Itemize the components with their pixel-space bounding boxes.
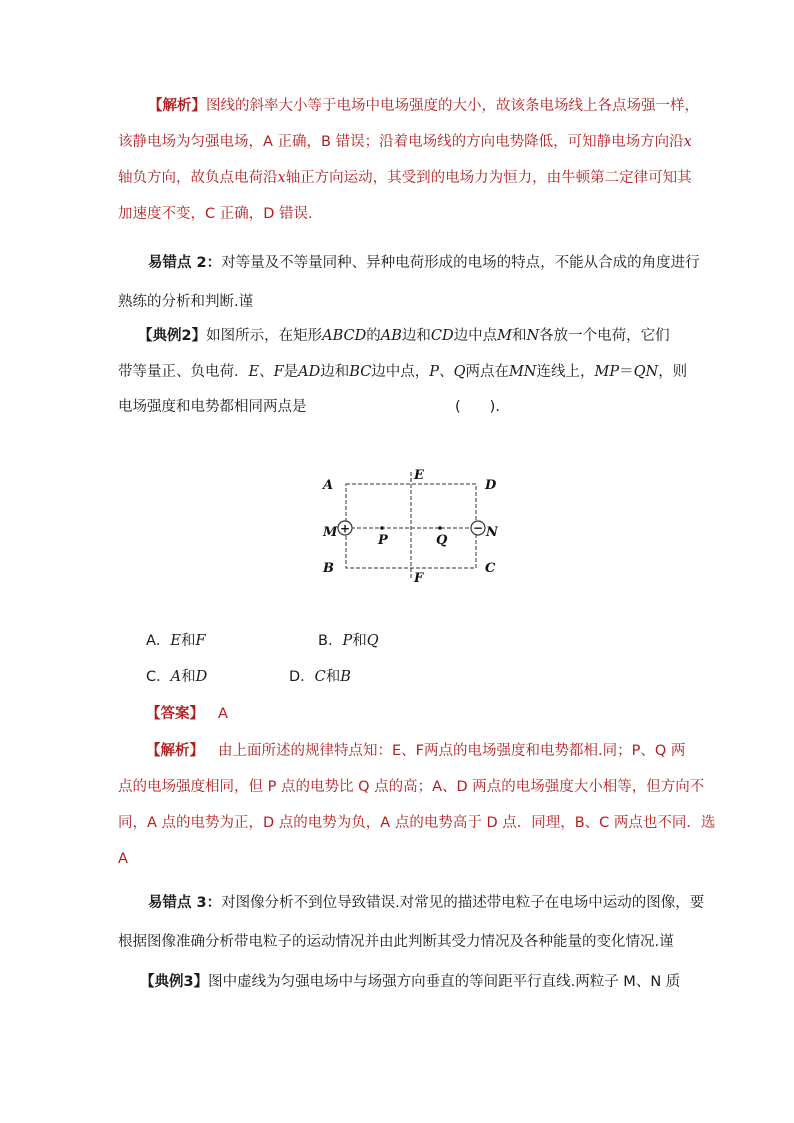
answer-line [146,704,228,724]
label-f: F [414,571,424,586]
answer-label: 【答案】 [146,706,204,722]
option-b: B．P和Q [318,633,379,649]
analysis-1-line-1: 【解析】图线的斜率大小等于电场中电场强度的大小，故该条电场线上各点场强一样， [148,98,699,114]
error-point-3-line-2: 根据图像准确分析带电粒子的运动情况并由此判断其受力情况及各种能量的变化情况.谨 [118,934,674,950]
example-2-line-3: 电场强度和电势都相同两点是 [118,399,307,415]
analysis-2-label: 【解析】 [146,743,204,759]
error-point-2-line-1: 易错点 2：对等量及不等量同种、异种电荷形成的电场的特点，不能从合成的角度进行 [148,255,700,271]
error-point-2-label: 易错点 2： [148,255,222,271]
minus-sign: − [472,521,484,535]
label-n: N [486,525,498,540]
analysis-2-line-2: 点的电场强度相同，但 P 点的电势比 Q 点的高；A、D 两点的电场强度大小相等，但方向不 [118,779,705,795]
option-a: A．E和F [146,633,206,649]
label-q: Q [436,533,448,548]
point-q [438,526,442,530]
analysis-label: 【解析】 [148,98,206,114]
rectangle-figure [318,462,528,592]
analysis-2-line-3: 同，A 点的电势为正，D 点的电势为负，A 点的电势高于 D 点．同理，B、C 两点也不同．选 [118,815,716,831]
answer-blank: ( ). [455,399,500,415]
example-3-line-1: 【典例3】图中虚线为匀强电场中与场强方向垂直的等间距平行直线.两粒子 M、N 质 [140,974,681,990]
answer-value: A [218,706,228,722]
example-2-label: 【典例2】 [138,328,207,344]
label-d: D [485,478,497,493]
label-e: E [414,468,424,483]
example-2-line-2: 带等量正、负电荷．E、F是AD边和BC边中点，P、Q两点在MN连线上，MP＝QN，则 [118,364,688,380]
label-a: A [323,478,334,493]
analysis-1-line-3: 轴负方向，故负点电荷沿x轴正方向运动，其受到的电场力为恒力，由牛顿第二定律可知其 [118,170,692,186]
example-3-label: 【典例3】 [140,974,209,990]
label-m: M [323,525,338,540]
example-2-line-1: 【典例2】如图所示，在矩形ABCD的AB边和CD边中点M和N各放一个电荷，它们 [138,328,670,344]
analysis-2-line-1: 【解析】 由上面所述的规律特点知：E、F两点的电场强度和电势都相.同；P、Q 两 [146,743,686,759]
analysis-2-line-4: A [118,851,128,867]
label-p: P [378,533,388,548]
point-p [380,526,384,530]
plus-sign: + [339,521,351,536]
error-point-3-line-1: 易错点 3：对图像分析不到位导致错误.对常见的描述带电粒子在电场中运动的图像，要 [148,895,705,911]
option-d: D．C和B [289,669,351,685]
option-c: C．A和D [146,669,208,685]
label-b: B [323,561,334,576]
error-point-2-line-2: 熟练的分析和判断.谨 [118,294,254,310]
label-c: C [485,561,496,576]
analysis-1-line-2: 该静电场为匀强电场，A 正确，B 错误；沿着电场线的方向电势降低，可知静电场方向沿x [118,134,692,150]
error-point-3-label: 易错点 3： [148,895,222,911]
analysis-1-line-4: 加速度不变，C 正确，D 错误. [118,206,313,222]
